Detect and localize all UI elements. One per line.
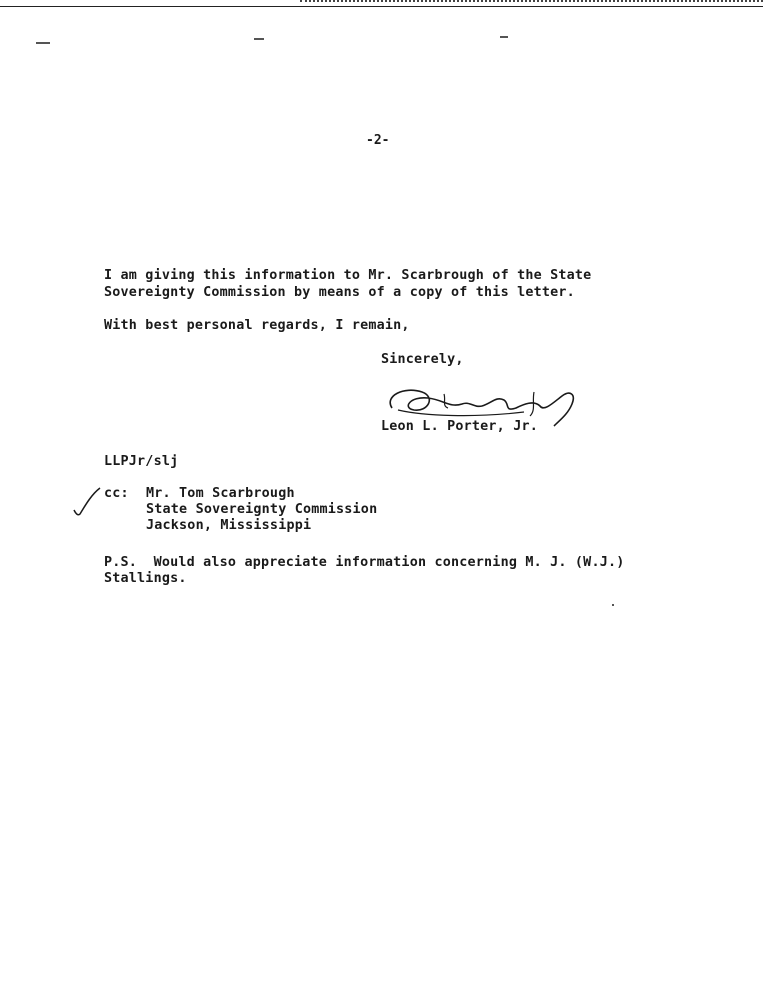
scan-mark bbox=[500, 36, 508, 38]
closing-line: With best personal regards, I remain, bbox=[104, 318, 410, 333]
body-line-2: Sovereignty Commission by means of a copy of this letter. bbox=[104, 285, 575, 300]
top-border-line bbox=[0, 6, 763, 7]
scan-mark bbox=[36, 42, 50, 44]
valediction: Sincerely, bbox=[381, 352, 464, 367]
handwritten-check-mark bbox=[72, 486, 102, 520]
signer-name: Leon L. Porter, Jr. bbox=[381, 419, 538, 434]
scan-mark bbox=[612, 604, 614, 606]
reference-initials: LLPJr/slj bbox=[104, 454, 179, 469]
cc-recipient-org: State Sovereignty Commission bbox=[146, 502, 378, 517]
top-dotted-edge bbox=[300, 0, 763, 6]
postscript-line-2: Stallings. bbox=[104, 571, 187, 586]
scan-mark bbox=[254, 38, 264, 40]
body-line-1: I am giving this information to Mr. Scarbrough of the State bbox=[104, 268, 592, 283]
postscript-line-1: P.S. Would also appreciate information concerning M. J. (W.J.) bbox=[104, 555, 625, 570]
page-number: -2- bbox=[366, 133, 390, 148]
cc-recipient-name: Mr. Tom Scarbrough bbox=[146, 486, 295, 501]
cc-recipient-city: Jackson, Mississippi bbox=[146, 518, 312, 533]
cc-label: cc: bbox=[104, 486, 129, 501]
